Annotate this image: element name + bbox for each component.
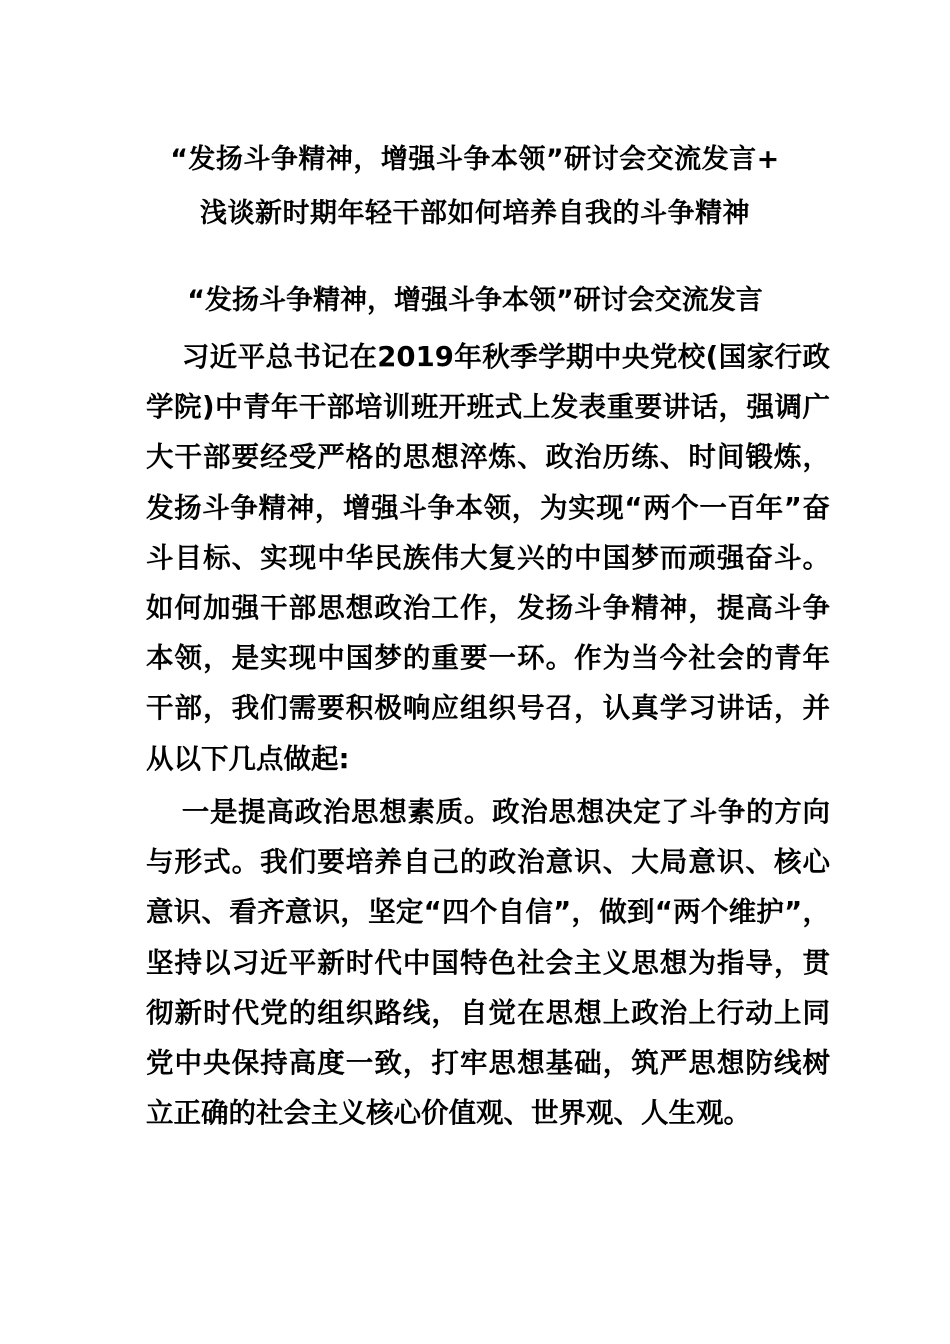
- title-line-1: “发扬斗争精神，增强斗争本领”研讨会交流发言+: [170, 144, 780, 175]
- paragraph-1: 习近平总书记在2019年秋季学期中央党校(国家行政学院)中青年干部培训班开班式上发表重要讲话，强调广大干部要经受严格的思想淬炼、政治历练、时间锻炼，发扬斗争精神，增强斗争本领，为实现“两个一百年”奋斗目标、实现中华民族伟大复兴的中国梦而顽强奋斗。如何加强干部思想政治工作，发扬斗争精神，提高斗争本领，是实现中国梦的重要一环。作为当今社会的青年干部，我们需要积极响应组织号召，认真学习讲话，并从以下几点做起:: [146, 341, 830, 775]
- section-title: “发扬斗争精神，增强斗争本领”研讨会交流发言: [187, 285, 763, 316]
- paragraph-2: 一是提高政治思想素质。政治思想决定了斗争的方向与形式。我们要培养自己的政治意识、大局意识、核心意识、看齐意识，坚定“四个自信”，做到“两个维护”，坚持以习近平新时代中国特色社会主义思想为指导，贯彻新时代党的组织路线，自觉在思想上政治上行动上同党中央保持高度一致，打牢思想基础，筑严思想防线树立正确的社会主义核心价值观、世界观、人生观。: [146, 796, 830, 1130]
- document-title: [0, 133, 950, 241]
- title-line-2: 浅谈新时期年轻干部如何培养自我的斗争精神: [200, 198, 750, 229]
